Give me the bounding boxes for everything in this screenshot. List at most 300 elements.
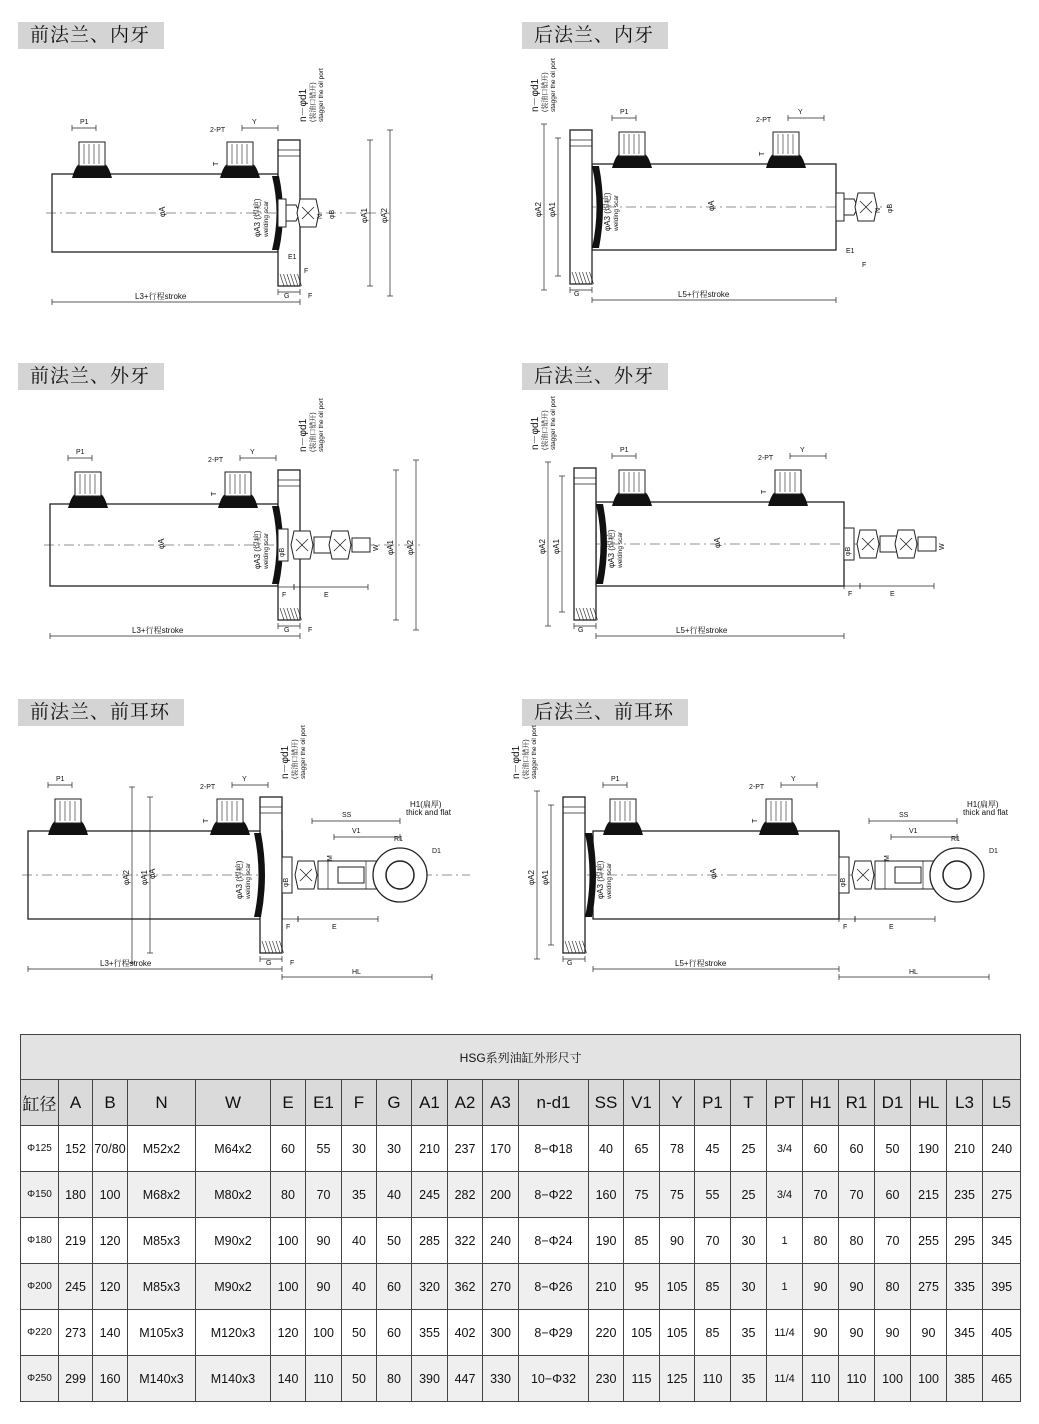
column-header: V1: [624, 1080, 660, 1126]
table-cell: 90: [839, 1264, 875, 1310]
table-cell: 50: [342, 1310, 377, 1356]
table-cell: 322: [448, 1218, 483, 1264]
table-row: [21, 1356, 1021, 1402]
dimension-label: φB: [279, 547, 286, 557]
table-cell: 30: [731, 1264, 767, 1310]
dimension-label: G: [578, 627, 584, 634]
dimension-label: W: [939, 543, 946, 550]
table-cell: 80: [377, 1356, 412, 1402]
dimension-label: F: [304, 268, 309, 275]
dimension-label: F: [843, 924, 848, 931]
section-label-4: 前法兰、前耳环: [18, 699, 184, 726]
port-fitting: [225, 472, 251, 496]
dimension-label: F: [848, 591, 853, 598]
dimension-label: E: [890, 591, 895, 598]
stagger-label: n－φd1: [280, 745, 291, 779]
table-cell: 80: [839, 1218, 875, 1264]
drawing-front-flange-eye: [20, 725, 490, 980]
table-cell: 295: [947, 1218, 983, 1264]
dimension-label: R1: [951, 836, 960, 843]
table-cell: Φ125: [21, 1126, 59, 1172]
dimension-label: φA: [148, 868, 157, 879]
table-cell: 60: [803, 1126, 839, 1172]
dimension-label: φA: [158, 206, 167, 217]
port-fitting: [766, 799, 792, 823]
table-cell: M105x3: [128, 1310, 196, 1356]
rod-end: [836, 193, 844, 221]
eye-bore: [943, 861, 971, 889]
table-cell: 70: [695, 1218, 731, 1264]
table-cell: 330: [483, 1356, 519, 1402]
table-cell: 120: [271, 1310, 306, 1356]
column-header: T: [731, 1080, 767, 1126]
dimension-label: φA2: [122, 870, 131, 885]
table-row: [21, 1218, 1021, 1264]
port-fitting: [619, 470, 645, 494]
table-cell: 10−Φ32: [519, 1356, 589, 1402]
table-cell: 100: [875, 1356, 911, 1402]
table-cell: 90: [911, 1310, 947, 1356]
port-fitting: [610, 799, 636, 823]
dimension-label: N: [875, 207, 882, 213]
table-cell: M140x3: [196, 1356, 271, 1402]
a3-label: φA3 (焊疤): [253, 198, 262, 237]
dimension-label: 2-PT: [200, 784, 216, 791]
table-cell: 70: [306, 1172, 342, 1218]
dimension-label: H1(扁厚): [967, 800, 999, 809]
thread-stud: [352, 538, 370, 552]
a3-label: φA3 (焊疤): [235, 860, 244, 899]
column-header: HL: [911, 1080, 947, 1126]
table-cell: 50: [342, 1356, 377, 1402]
cylinder-svg: [20, 725, 490, 980]
column-header: E1: [306, 1080, 342, 1126]
dimension-label: E: [332, 924, 337, 931]
table-cell: 80: [875, 1264, 911, 1310]
stagger-label: stagger the oil port: [550, 396, 557, 450]
dimension-label: M: [884, 855, 891, 861]
column-header: A3: [483, 1080, 519, 1126]
table-cell: 30: [377, 1126, 412, 1172]
dimension-label: φA: [157, 538, 166, 549]
table-cell: M90x2: [196, 1264, 271, 1310]
dimension-label: Y: [798, 109, 803, 116]
table-cell: 11/4: [767, 1356, 803, 1402]
cylinder-svg: [505, 725, 1008, 980]
section-label-1: 后法兰、内牙: [522, 22, 668, 49]
column-header: D1: [875, 1080, 911, 1126]
table-cell: 405: [983, 1310, 1021, 1356]
table-cell: 8−Φ22: [519, 1172, 589, 1218]
table-cell: 40: [377, 1172, 412, 1218]
table-cell: 180: [59, 1172, 93, 1218]
dimension-label: T: [761, 489, 768, 494]
table-cell: 115: [624, 1356, 660, 1402]
stagger-label: n－φd1: [511, 745, 522, 779]
table-cell: 105: [660, 1310, 695, 1356]
dimension-label: P1: [611, 776, 620, 783]
stagger-label: (装油口错开): [523, 739, 530, 779]
table-cell: 120: [93, 1264, 128, 1310]
table-cell: Φ200: [21, 1264, 59, 1310]
table-cell: 402: [448, 1310, 483, 1356]
stagger-label: n－φd1: [530, 78, 541, 112]
dimension-label: φA1: [541, 870, 550, 885]
table-cell: 90: [803, 1310, 839, 1356]
weld-label: welding scar: [617, 531, 624, 568]
table-cell: 85: [695, 1264, 731, 1310]
table-cell: 255: [911, 1218, 947, 1264]
table-cell: 160: [589, 1172, 624, 1218]
dimension-label: T: [213, 161, 220, 166]
column-header: PT: [767, 1080, 803, 1126]
table-cell: 35: [731, 1356, 767, 1402]
mounting-flange: [563, 797, 585, 953]
weld-label: welding scar: [263, 532, 270, 569]
column-header: E: [271, 1080, 306, 1126]
weld-label: welding scar: [606, 862, 613, 899]
table-cell: 110: [803, 1356, 839, 1402]
table-cell: M85x3: [128, 1264, 196, 1310]
dimension-label: Y: [800, 447, 805, 454]
dimension-label: φA: [709, 868, 718, 879]
table-cell: 100: [271, 1264, 306, 1310]
table-cell: Φ250: [21, 1356, 59, 1402]
table-cell: 40: [342, 1218, 377, 1264]
dimension-label: HL: [352, 969, 361, 976]
section-label-3: 后法兰、外牙: [522, 363, 668, 390]
column-header: G: [377, 1080, 412, 1126]
table-cell: 300: [483, 1310, 519, 1356]
rod-end: [278, 199, 286, 227]
stagger-label: stagger the oil port: [300, 725, 307, 779]
column-header: SS: [589, 1080, 624, 1126]
table-cell: 160: [93, 1356, 128, 1402]
length-label: L5+行程stroke: [678, 290, 730, 299]
column-header: L3: [947, 1080, 983, 1126]
dimension-label: G: [284, 627, 290, 634]
stagger-label: n－φd1: [530, 416, 541, 450]
table-cell: 90: [839, 1310, 875, 1356]
table-cell: 50: [377, 1218, 412, 1264]
table-cell: 190: [589, 1218, 624, 1264]
stagger-label: (装油口错开): [542, 410, 549, 450]
table-cell: 55: [695, 1172, 731, 1218]
table-cell: Φ180: [21, 1218, 59, 1264]
table-cell: 390: [412, 1356, 448, 1402]
table-cell: 3/4: [767, 1126, 803, 1172]
port-fitting: [217, 799, 243, 823]
weld-label: welding scar: [263, 200, 270, 237]
table-cell: 395: [983, 1264, 1021, 1310]
table-cell: 1: [767, 1264, 803, 1310]
dimension-label: φA1: [548, 202, 557, 217]
table-cell: 285: [412, 1218, 448, 1264]
dimension-label: F: [308, 293, 313, 300]
dimension-label: E1: [288, 254, 297, 261]
table-cell: 70: [875, 1218, 911, 1264]
dimension-label: φB: [329, 209, 336, 219]
stagger-label: n－φd1: [298, 418, 309, 452]
drawing-rear-flange-external: [510, 396, 946, 650]
table-cell: 240: [983, 1126, 1021, 1172]
table-cell: 120: [93, 1218, 128, 1264]
dimension-label: φA2: [527, 870, 536, 885]
table-cell: 299: [59, 1356, 93, 1402]
table-cell: 90: [875, 1310, 911, 1356]
stagger-label: stagger the oil port: [550, 58, 557, 112]
table-cell: 70: [839, 1172, 875, 1218]
dimension-label: D1: [432, 848, 441, 855]
length-label: L5+行程stroke: [676, 626, 728, 635]
dimension-label: Y: [252, 119, 257, 126]
dimension-label: φA2: [534, 202, 543, 217]
table-cell: 140: [93, 1310, 128, 1356]
table-cell: 245: [59, 1264, 93, 1310]
table-cell: M68x2: [128, 1172, 196, 1218]
dimension-label: T: [752, 818, 759, 823]
table-cell: 60: [875, 1172, 911, 1218]
dimension-label: φA1: [360, 208, 369, 223]
port-fitting: [619, 132, 645, 156]
stagger-label: stagger the oil port: [318, 68, 325, 122]
table-cell: M120x3: [196, 1310, 271, 1356]
table-cell: 320: [412, 1264, 448, 1310]
table-cell: 90: [660, 1218, 695, 1264]
dimension-label: P1: [76, 449, 85, 456]
mounting-flange: [570, 130, 592, 284]
column-header: A2: [448, 1080, 483, 1126]
dimension-label: φA: [707, 200, 716, 211]
table-cell: 275: [911, 1264, 947, 1310]
thread-stud: [918, 537, 936, 551]
table-cell: 90: [803, 1264, 839, 1310]
port-fitting: [79, 142, 105, 166]
stagger-label: stagger the oil port: [318, 398, 325, 452]
cylinder-svg: [510, 396, 946, 650]
cylinder-svg: [40, 400, 440, 650]
dimension-label: SS: [342, 812, 352, 819]
dimension-label: N: [317, 213, 324, 219]
table-header-row: [21, 1080, 1021, 1126]
column-header: P1: [695, 1080, 731, 1126]
dimension-label: F: [308, 627, 313, 634]
table-cell: 385: [947, 1356, 983, 1402]
table-cell: 270: [483, 1264, 519, 1310]
table-cell: 125: [660, 1356, 695, 1402]
table-cell: 345: [947, 1310, 983, 1356]
dimension-label: Y: [250, 449, 255, 456]
column-header: L5: [983, 1080, 1021, 1126]
table-cell: 8−Φ18: [519, 1126, 589, 1172]
dimension-label: P1: [56, 776, 65, 783]
stagger-label: n－φd1: [298, 88, 309, 122]
table-cell: 335: [947, 1264, 983, 1310]
port-fitting: [775, 470, 801, 494]
table-cell: 75: [624, 1172, 660, 1218]
column-header: n-d1: [519, 1080, 589, 1126]
table-cell: 275: [983, 1172, 1021, 1218]
spec-table: [20, 1034, 1021, 1402]
table-cell: 80: [271, 1172, 306, 1218]
weld-label: welding scar: [613, 194, 620, 231]
table-cell: 100: [911, 1356, 947, 1402]
drawing-rear-flange-internal: [510, 60, 910, 320]
dimension-label: φA2: [380, 208, 389, 223]
length-label: L3+行程stroke: [135, 292, 187, 301]
stagger-label: (装油口错开): [310, 412, 317, 452]
table-cell: 152: [59, 1126, 93, 1172]
table-cell: 105: [660, 1264, 695, 1310]
table-cell: 80: [803, 1218, 839, 1264]
dimension-label: W: [373, 544, 380, 551]
table-cell: Φ150: [21, 1172, 59, 1218]
drawing-rear-flange-eye: [505, 725, 1008, 980]
section-label-2: 前法兰、外牙: [18, 363, 164, 390]
table-cell: 60: [271, 1126, 306, 1172]
table-cell: 95: [624, 1264, 660, 1310]
column-header: Y: [660, 1080, 695, 1126]
dimension-label: E: [889, 924, 894, 931]
table-cell: 105: [624, 1310, 660, 1356]
length-label: L5+行程stroke: [675, 959, 727, 968]
stagger-label: (装油口错开): [310, 82, 317, 122]
table-cell: 60: [839, 1126, 875, 1172]
table-cell: 75: [660, 1172, 695, 1218]
dimension-label: φA: [713, 537, 722, 548]
dimension-label: thick and flat: [406, 808, 451, 817]
dimension-label: F: [286, 924, 291, 931]
table-cell: 85: [695, 1310, 731, 1356]
dimension-label: φB: [887, 203, 894, 213]
port-fitting: [227, 142, 253, 166]
dimension-label: HL: [909, 969, 918, 976]
table-cell: 30: [342, 1126, 377, 1172]
table-cell: 447: [448, 1356, 483, 1402]
dimension-label: G: [574, 291, 580, 298]
table-cell: 60: [377, 1264, 412, 1310]
a3-label: φA3 (焊疤): [596, 860, 605, 899]
column-header: R1: [839, 1080, 875, 1126]
table-cell: 235: [947, 1172, 983, 1218]
dimension-label: E: [324, 592, 329, 599]
eye-slot: [338, 867, 364, 883]
stagger-label: stagger the oil port: [531, 725, 538, 779]
dimension-label: 2-PT: [756, 117, 772, 124]
table-cell: 60: [377, 1310, 412, 1356]
table-cell: 362: [448, 1264, 483, 1310]
dimension-label: φA2: [406, 540, 415, 555]
column-header: N: [128, 1080, 196, 1126]
table-cell: 45: [695, 1126, 731, 1172]
table-cell: 237: [448, 1126, 483, 1172]
dimension-label: R1: [394, 836, 403, 843]
dimension-label: T: [211, 491, 218, 496]
dimension-label: P1: [80, 119, 89, 126]
table-cell: 210: [589, 1264, 624, 1310]
table-cell: M85x3: [128, 1218, 196, 1264]
dimension-label: 2-PT: [758, 455, 774, 462]
table-cell: 140: [271, 1356, 306, 1402]
table-cell: 11/4: [767, 1310, 803, 1356]
table-cell: 210: [412, 1126, 448, 1172]
column-header: H1: [803, 1080, 839, 1126]
dimension-label: F: [290, 960, 295, 967]
table-row: [21, 1310, 1021, 1356]
dimension-label: M: [327, 855, 334, 861]
section-label-0: 前法兰、内牙: [18, 22, 164, 49]
column-header: B: [93, 1080, 128, 1126]
dimension-label: thick and flat: [963, 808, 1008, 817]
stagger-label: (装油口错开): [542, 72, 549, 112]
weld-label: welding scar: [245, 862, 252, 899]
eye-slot: [895, 867, 921, 883]
table-cell: 200: [483, 1172, 519, 1218]
table-cell: 230: [589, 1356, 624, 1402]
dimension-label: Y: [791, 776, 796, 783]
table-cell: 8−Φ24: [519, 1218, 589, 1264]
table-title: HSG系列油缸外形尺寸: [21, 1035, 1021, 1080]
table-cell: 219: [59, 1218, 93, 1264]
table-cell: 40: [589, 1126, 624, 1172]
column-header: 缸径: [21, 1080, 59, 1126]
table-cell: 465: [983, 1356, 1021, 1402]
table-cell: 78: [660, 1126, 695, 1172]
dimension-label: V1: [909, 828, 918, 835]
table-cell: 100: [306, 1310, 342, 1356]
length-label: L3+行程stroke: [100, 959, 152, 968]
table-cell: Φ220: [21, 1310, 59, 1356]
table-cell: 110: [695, 1356, 731, 1402]
table-row: [21, 1172, 1021, 1218]
dimension-label: φA1: [140, 870, 149, 885]
table-cell: M90x2: [196, 1218, 271, 1264]
table-cell: 110: [839, 1356, 875, 1402]
table-cell: 240: [483, 1218, 519, 1264]
table-cell: 355: [412, 1310, 448, 1356]
port-fitting: [773, 132, 799, 156]
table-cell: 100: [271, 1218, 306, 1264]
dimension-label: E1: [846, 248, 855, 255]
eye-bore: [386, 861, 414, 889]
table-cell: 220: [589, 1310, 624, 1356]
table-cell: 70/80: [93, 1126, 128, 1172]
section-label-5: 后法兰、前耳环: [522, 699, 688, 726]
table-cell: 35: [731, 1310, 767, 1356]
table-cell: M64x2: [196, 1126, 271, 1172]
table-cell: M140x3: [128, 1356, 196, 1402]
cylinder-svg: [510, 60, 910, 320]
dimension-label: φA1: [386, 540, 395, 555]
table-cell: 100: [93, 1172, 128, 1218]
a3-label: φA3 (焊疤): [253, 530, 262, 569]
dimension-label: SS: [899, 812, 909, 819]
mounting-flange: [574, 468, 596, 620]
dimension-label: F: [862, 262, 867, 269]
table-cell: 215: [911, 1172, 947, 1218]
dimension-label: φB: [283, 877, 290, 887]
table-cell: 90: [306, 1218, 342, 1264]
dimension-label: Y: [242, 776, 247, 783]
column-header: A: [59, 1080, 93, 1126]
dimension-label: 2-PT: [210, 127, 226, 134]
table-cell: 85: [624, 1218, 660, 1264]
table-row: [21, 1126, 1021, 1172]
table-row: [21, 1264, 1021, 1310]
table-cell: 30: [731, 1218, 767, 1264]
dimension-label: G: [284, 293, 290, 300]
stagger-label: (装油口错开): [292, 739, 299, 779]
